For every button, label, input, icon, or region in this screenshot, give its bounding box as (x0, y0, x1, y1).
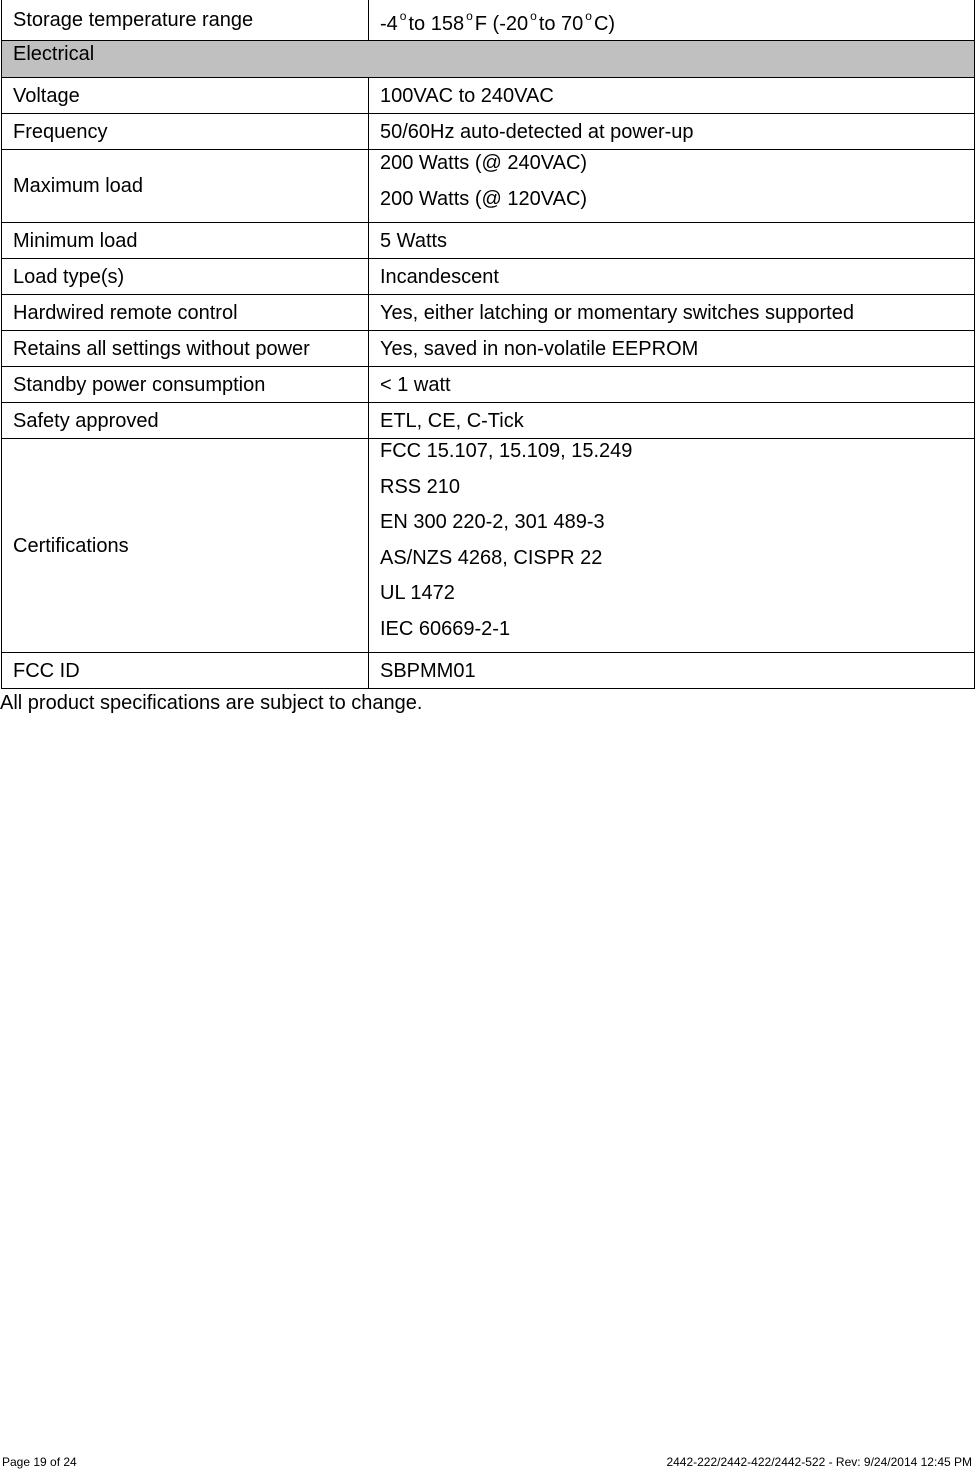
table-row (2, 259, 975, 295)
storage-temperature-value: -4 $^o$ to 158 $^o$ F (-20 $^o$ to 70 $^o$ C) (369, 0, 975, 41)
value-line: UL 1472 (380, 582, 455, 604)
value-line: AS/NZS 4268, CISPR 22 (380, 546, 603, 569)
row-value: Yes, either latching or momentary switches supported (369, 295, 975, 331)
row-label: Certifications (2, 439, 369, 653)
row-value: ETL, CE, C-Tick (369, 403, 975, 439)
value-line: FCC 15.107, 15.109, 15.249 (380, 440, 633, 462)
row-label: Minimum load (2, 223, 369, 259)
value-line: EN 300 220-2, 301 489-3 (380, 511, 605, 533)
row-label: Maximum load (2, 150, 369, 223)
table-row (2, 223, 975, 259)
row-value: < 1 watt (369, 367, 975, 403)
section-header-row (2, 41, 975, 78)
row-label: Standby power consumption (2, 367, 369, 403)
section-title: Electrical (2, 41, 975, 78)
table-row (2, 0, 975, 41)
table-row (2, 78, 975, 114)
row-value: Yes, saved in non-volatile EEPROM (369, 331, 975, 367)
table-row (2, 295, 975, 331)
table-row (2, 439, 975, 653)
row-value: SBPMM01 (369, 653, 975, 689)
table-row (2, 150, 975, 223)
row-label: Voltage (2, 78, 369, 114)
table-row (2, 653, 975, 689)
row-value: Incandescent (369, 259, 975, 295)
row-label: Storage temperature range (2, 0, 369, 41)
row-label: Retains all settings without power (2, 331, 369, 367)
table-row (2, 114, 975, 150)
row-value (369, 439, 975, 653)
table-row (2, 331, 975, 367)
row-value: 50/60Hz auto-detected at power-up (369, 114, 975, 150)
row-label: Safety approved (2, 403, 369, 439)
row-label: Hardwired remote control (2, 295, 369, 331)
row-value: 100VAC to 240VAC (369, 78, 975, 114)
document-reference: 2442-222/2442-422/2442-522 - Rev: 9/24/2014 12:45 PM (666, 1455, 972, 1469)
table-row (2, 403, 975, 439)
value-line: 200 Watts (@ 120VAC) (380, 187, 588, 210)
value-line: IEC 60669-2-1 (380, 617, 511, 640)
table-row (2, 367, 975, 403)
row-label: Frequency (2, 114, 369, 150)
value-line: RSS 210 (380, 475, 461, 498)
row-label: FCC ID (2, 653, 369, 689)
value-line: 200 Watts (@ 240VAC) (380, 152, 588, 174)
row-value: 5 Watts (369, 223, 975, 259)
row-value (369, 150, 975, 223)
footnote: All product specifications are subject to change. (0, 692, 423, 714)
page-number: Page 19 of 24 (2, 1455, 77, 1469)
row-label: Load type(s) (2, 259, 369, 295)
specifications-table (1, 0, 975, 689)
